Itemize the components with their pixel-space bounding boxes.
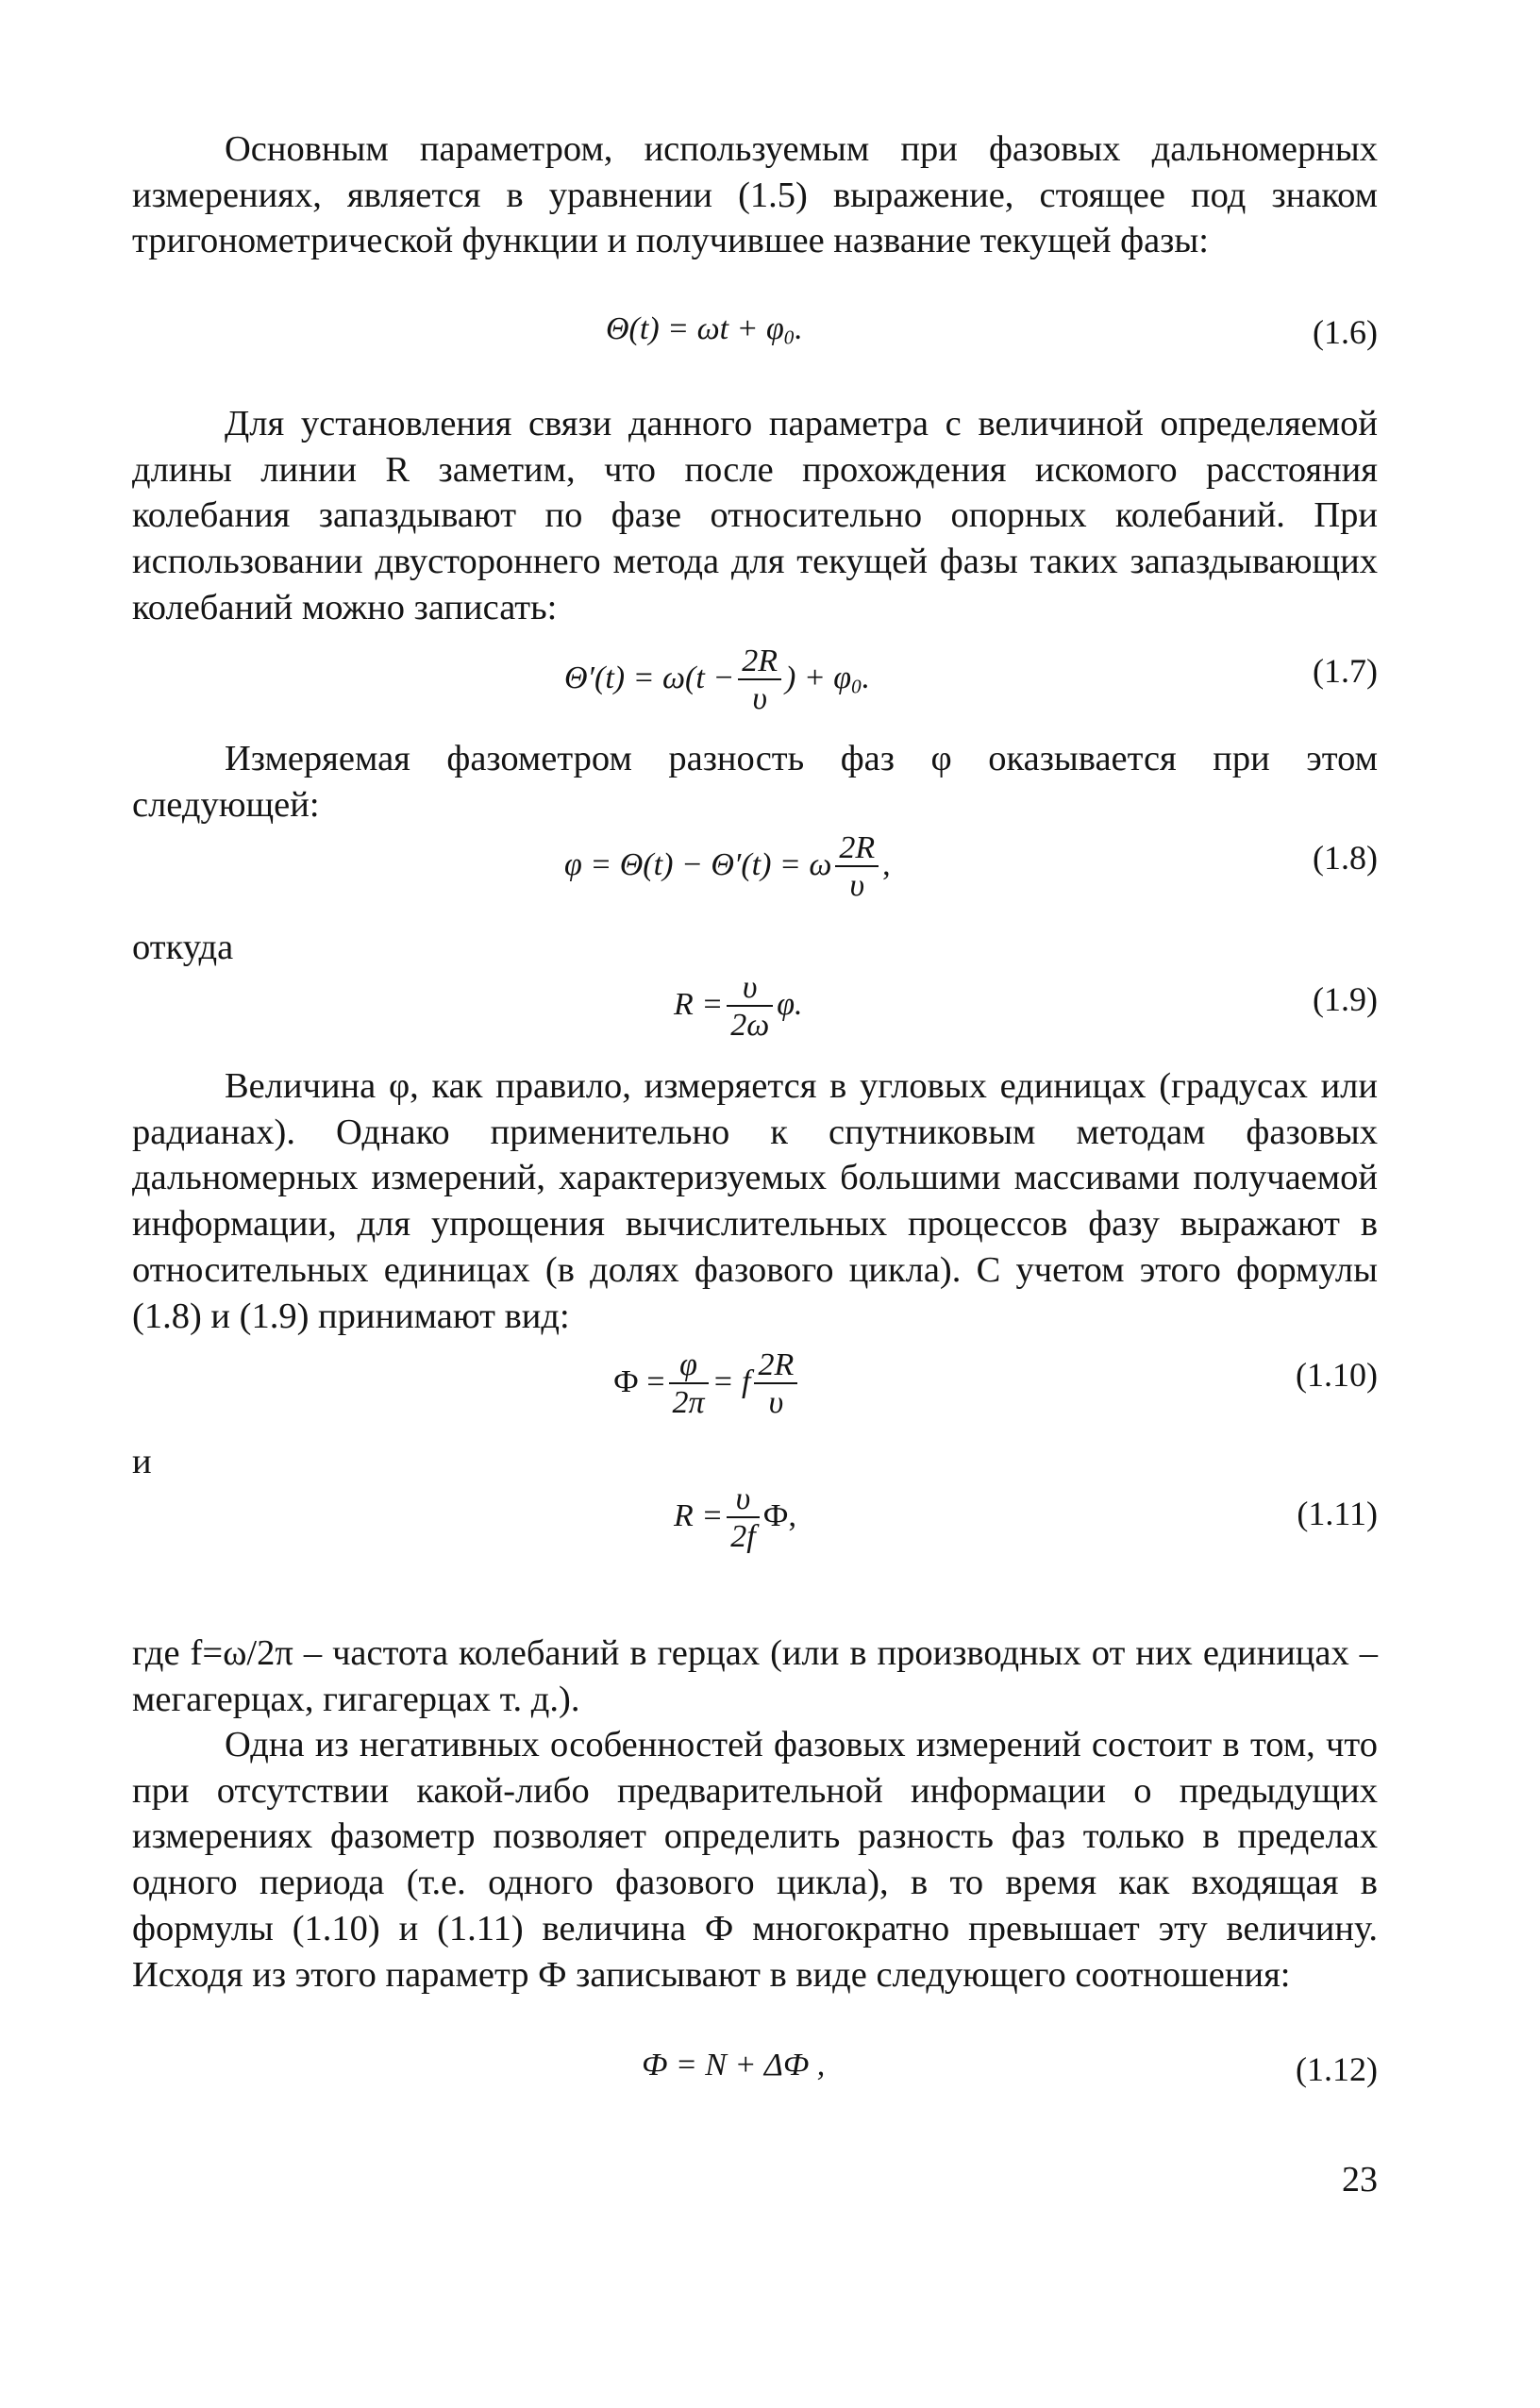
fraction-2r-over-v: $\frac{2R}{\upsilon}$ — [738, 644, 781, 717]
equation-1-6: $\Theta(t) = \omega t + \varphi_0$. — [606, 311, 802, 349]
paragraph-5: где f=ω/2π – частота колебаний в герцах (или в производных от них единицах – мегагерцах, гигагерцах т. д.). — [132, 1633, 1378, 1719]
page-number: 23 — [1342, 2160, 1378, 2199]
label-i: и — [132, 1442, 152, 1481]
equation-1-11: R = $\frac{\upsilon}{2f}$ Ф, — [674, 1481, 797, 1555]
equation-number-1-12: (1.12) — [1296, 2050, 1378, 2088]
fraction-v-over-2f: $\frac{\upsilon}{2f}$ — [727, 1481, 759, 1555]
equation-number-1-8: (1.8) — [1313, 839, 1378, 877]
equation-number-1-6: (1.6) — [1313, 313, 1378, 351]
paragraph-3: Измеряемая фазометром разность фаз φ оказывается при этом следующей: — [132, 739, 1378, 825]
paragraph-6: Одна из негативных особенностей фазовых измерений состоит в том, что при отсутствии какой-либо предварительной информации о предыдущих измерениях фазометр позволяет определить разность фаз только в пределах одного периода (т.е. одного фазового цикла), в то время как входящая в формулы (1.10) и (1.11) величина Ф многократно превышает эту величину. Исходя из этого параметр Ф записывают в виде следующего соотношения: — [132, 1725, 1378, 1995]
paragraph-2: Для установления связи данного параметра с величиной определяемой длины линии R заметим, что после прохождения искомого расстояния колебания запаздывают по фазе относительно опорных колебаний. При использовании двустороннего метода для текущей фазы таких запаздывающих колебаний можно записать: — [132, 404, 1378, 627]
equation-1-7: Θ′(t) = ω(t − $\frac{2R}{\upsilon}$ ) + $\varphi_0$. — [564, 644, 870, 717]
equation-number-1-7: (1.7) — [1313, 652, 1378, 690]
equation-1-12: Ф = N + ΔФ , — [642, 2048, 826, 2082]
equation-1-10: Ф = $\frac{\varphi}{2\pi}$ = f $\frac{2R}{\upsilon}$ — [613, 1347, 801, 1421]
fraction-phi-over-2pi: $\frac{\varphi}{2\pi}$ — [669, 1347, 709, 1421]
fraction-2r-over-v: $\frac{2R}{\upsilon}$ — [754, 1347, 797, 1421]
equation-number-1-11: (1.11) — [1297, 1495, 1378, 1532]
fraction-2r-over-v: $\frac{2R}{\upsilon}$ — [835, 830, 879, 904]
equation-number-1-9: (1.9) — [1313, 980, 1378, 1018]
paragraph-1: Основным параметром, используемым при фазовых дальномерных измерениях, является в уравнении (1.5) выражение, стоящее под знаком тригонометрической функции и получившее название текущей фазы: — [132, 129, 1378, 261]
fraction-v-over-2omega: $\frac{\upsilon}{2\omega}$ — [727, 970, 773, 1044]
paragraph-4: Величина φ, как правило, измеряется в угловых единицах (градусах или радианах). Однако применительно к спутниковым методам фазовых дальномерных измерений, характеризуемых большими массивами получаемой информации, для упрощения вычислительных процессов фазу выражают в относительных единицах (в долях фазового цикла). С учетом этого формулы (1.8) и (1.9) принимают вид: — [132, 1066, 1378, 1336]
label-otkuda: откуда — [132, 928, 234, 967]
equation-number-1-10: (1.10) — [1296, 1356, 1378, 1394]
equation-1-9: R = $\frac{\upsilon}{2\omega}$ φ. — [674, 970, 803, 1044]
equation-1-8: φ = Θ(t) − Θ′(t) = ω $\frac{2R}{\upsilon}$ , — [564, 830, 891, 904]
